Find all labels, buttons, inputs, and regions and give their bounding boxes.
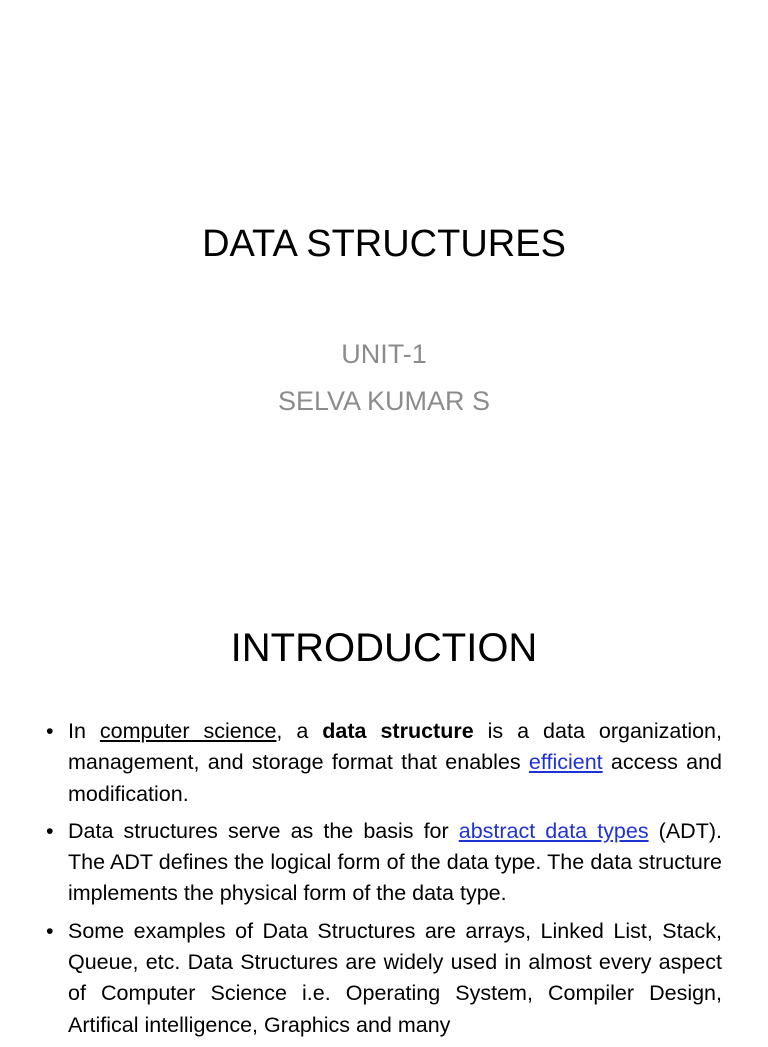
introduction-slide: [0, 576, 768, 1037]
efficient-link[interactable]: efficient: [528, 750, 603, 775]
unit-label: UNIT-1: [341, 339, 427, 369]
bullet-text: (ADT). The ADT defines the logical form of the data type. The data structure implements the physical form of the data type.: [68, 818, 722, 906]
abstract-data-types-link[interactable]: abstract data types: [458, 818, 649, 843]
bullet-item-definition: [46, 716, 722, 810]
bullet-dot-icon: •: [46, 818, 54, 843]
author-name: SELVA KUMAR S: [277, 386, 491, 416]
bullet-text: Data structures serve as the basis for: [68, 818, 459, 843]
bullet-dot-icon: •: [46, 918, 54, 943]
data-structure-term: data structure: [322, 719, 474, 743]
bullet-text: access and modification.: [68, 750, 723, 806]
slide-title: DATA STRUCTURES: [202, 223, 566, 265]
bullet-item-adt: [46, 816, 722, 910]
introduction-title: INTRODUCTION: [230, 626, 538, 670]
bullet-text: In: [68, 719, 100, 743]
bullet-text: is a data organization, management, and storage format that enables: [68, 719, 722, 775]
computer-science-link[interactable]: computer science: [99, 719, 277, 743]
bullet-dot-icon: •: [46, 719, 54, 743]
bullet-text: , a: [276, 719, 323, 743]
bullet-item-examples: [46, 916, 722, 1041]
bullet-text: Some examples of Data Structures are arrays, Linked List, Stack, Queue, etc. Data Structures are widely used in almost every aspect of Computer Science i.e. Operating System, Compiler Design, Artifical intelligence, Graphics and many: [68, 918, 722, 1037]
bullet-list: [46, 716, 722, 1047]
